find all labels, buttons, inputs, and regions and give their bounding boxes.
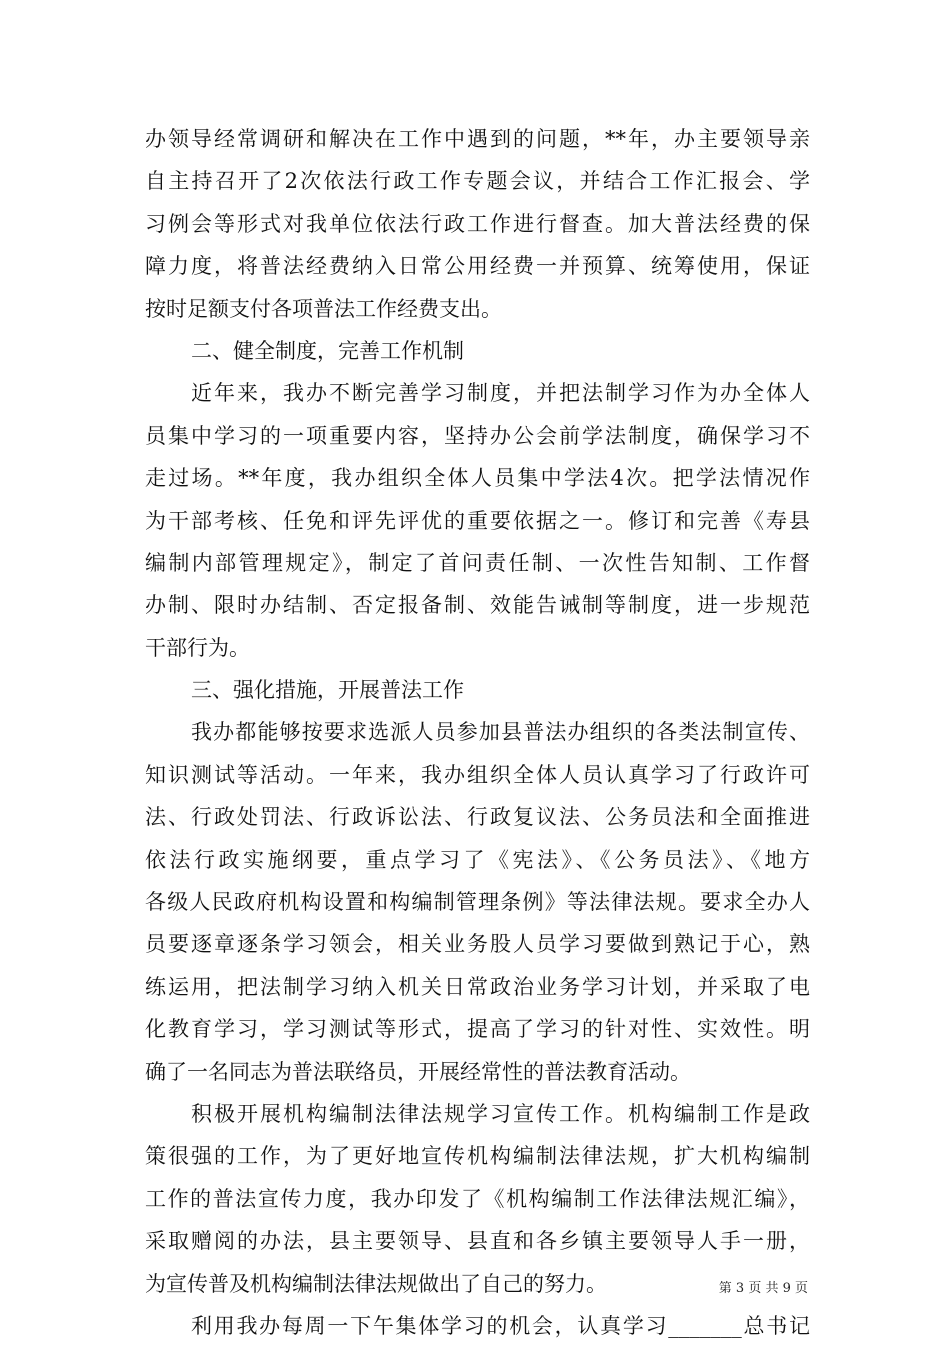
text-line: 各级人民政府机构设置和构编制管理条例》等法律法规。要求全办人 (145, 890, 810, 915)
page-number-footer: 第 3 页 共 9 页 (718, 1281, 808, 1296)
text-line: 我办都能够按要求选派人员参加县普法办组织的各类法制宣传、 (191, 720, 810, 745)
text-line: 办领导经常调研和解决在工作中遇到的问题，**年，办主要领导亲 (145, 127, 810, 151)
text-line: 依法行政实施纲要，重点学习了《宪法》、《公务员法》、《地方 (145, 847, 810, 872)
text-line: 利用我办每周一下午集体学习的机会，认真学习_______总书记 (191, 1313, 810, 1338)
text-line: 法、行政处罚法、行政诉讼法、行政复议法、公务员法和全面推进 (145, 805, 810, 830)
text-line: 确了一名同志为普法联络员，开展经常性的普法教育活动。 (145, 1059, 691, 1084)
text-line: 为干部考核、任免和评先评优的重要依据之一。修订和完善《寿县 (145, 508, 810, 533)
text-line: 员要逐章逐条学习领会，相关业务股人员学习要做到熟记于心，熟 (145, 932, 810, 957)
text-line: 策很强的工作，为了更好地宣传机构编制法律法规，扩大机构编制 (145, 1144, 810, 1169)
text-line: 障力度，将普法经费纳入日常公用经费一并预算、统筹使用，保证 (145, 254, 810, 279)
text-line: 办制、限时办结制、否定报备制、效能告诫制等制度，进一步规范 (145, 593, 810, 618)
text-line: 走过场。**年度，我办组织全体人员集中学法4次。把学法情况作 (145, 466, 810, 491)
text-line: 工作的普法宣传力度，我办印发了《机构编制工作法律法规汇编》， (145, 1186, 810, 1211)
text-line: 自主持召开了2次依法行政工作专题会议，并结合工作汇报会、学 (145, 169, 810, 194)
text-line: 三、强化措施，开展普法工作 (191, 678, 464, 703)
text-line: 积极开展机构编制法律法规学习宣传工作。机构编制工作是政 (191, 1101, 810, 1126)
text-line: 习例会等形式对我单位依法行政工作进行督查。加大普法经费的保 (145, 211, 810, 236)
document-body (145, 118, 810, 1347)
text-line: 知识测试等活动。一年来，我办组织全体人员认真学习了行政许可 (145, 762, 810, 787)
text-line: 近年来，我办不断完善学习制度，并把法制学习作为办全体人 (191, 381, 810, 406)
text-line: 采取赠阅的办法，县主要领导、县直和各乡镇主要领导人手一册， (145, 1229, 810, 1254)
text-line: 干部行为。 (145, 635, 250, 660)
text-line: 为宣传普及机构编制法律法规做出了自己的努力。 (145, 1271, 607, 1296)
text-line: 编制内部管理规定》，制定了首问责任制、一次性告知制、工作督 (145, 550, 810, 575)
text-line: 练运用，把法制学习纳入机关日常政治业务学习计划，并采取了电 (145, 974, 810, 999)
text-line: 员集中学习的一项重要内容，坚持办公会前学法制度，确保学习不 (145, 423, 810, 448)
text-line: 化教育学习，学习测试等形式，提高了学习的针对性、实效性。明 (145, 1017, 810, 1042)
text-line: 按时足额支付各项普法工作经费支出。 (145, 296, 502, 321)
text-line: 二、健全制度，完善工作机制 (191, 338, 464, 363)
